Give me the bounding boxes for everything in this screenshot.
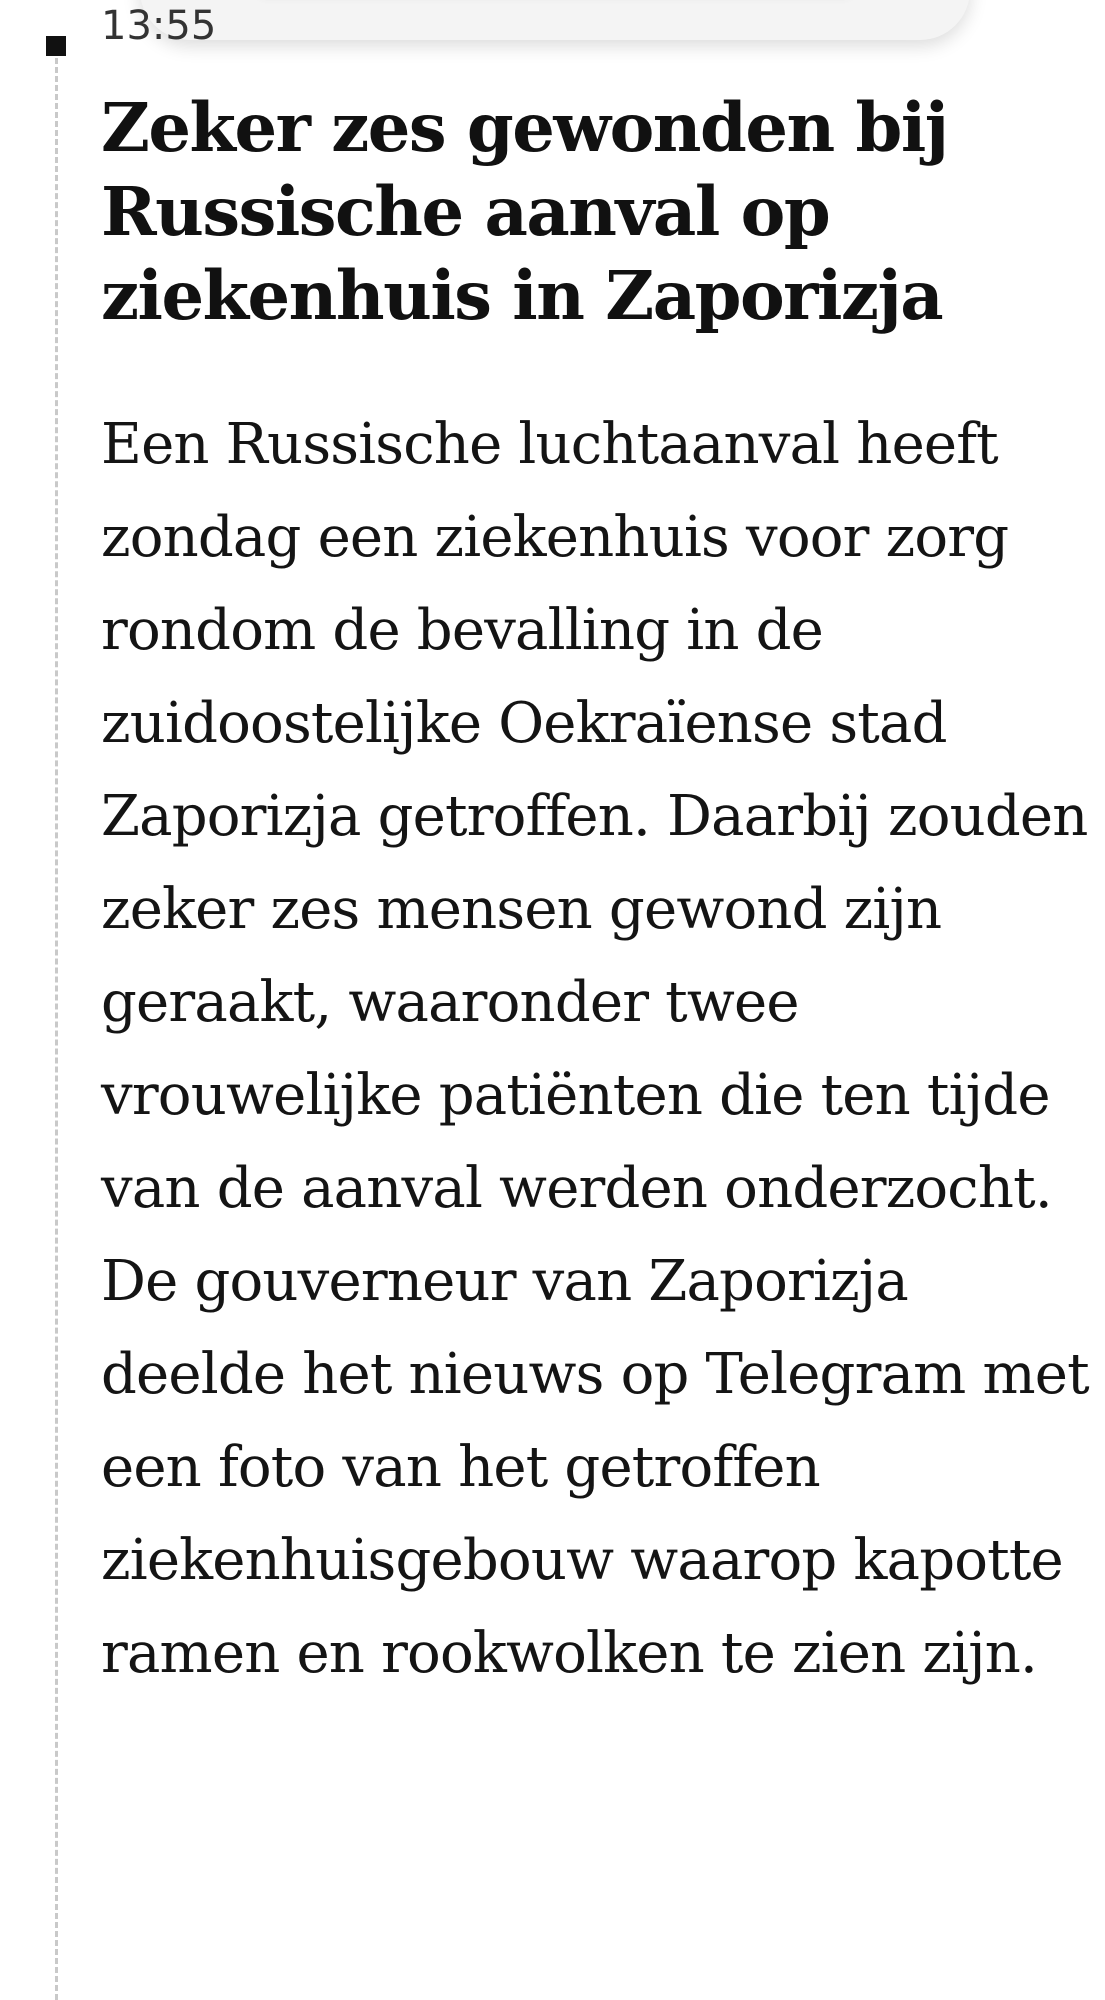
post-body: Een Russische luchtaanval heeft zondag een ziekenhuis voor zorg rondom de bevalling in de zuidoostelijke Oekraïense stad Zaporizja getroffen. Daarbij zouden zeker zes mensen gewond zijn geraakt, waaronder twee vrouwelijke patiënten die ten tijde van de aanval werden onderzocht. De gouverneur van Zaporizja deelde het nieuws op Telegram met een foto van het getroffen ziekenhuisgebouw waarop kapotte ramen en rookwolken te zien zijn. xyxy=(101,412,1089,1686)
post-headline: Zeker zes gewonden bij Russische aanval op ziekenhuis in Zaporizja xyxy=(101,88,948,335)
timeline-line xyxy=(55,58,58,2000)
post-timestamp: 13:55 xyxy=(101,3,217,49)
liveblog-post xyxy=(101,86,1091,1700)
timeline-marker-icon xyxy=(46,36,66,56)
floating-banner[interactable] xyxy=(140,0,970,40)
